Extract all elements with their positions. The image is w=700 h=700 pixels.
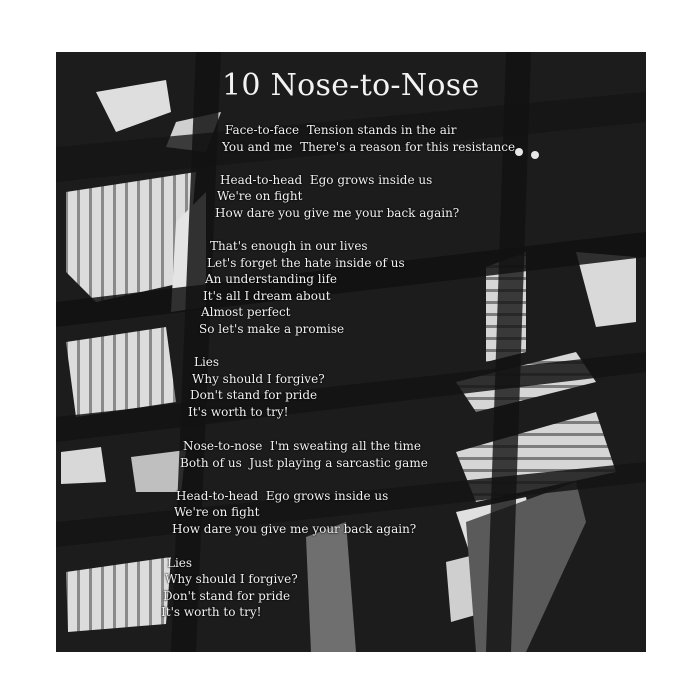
- window-light-left-middle: [66, 327, 176, 417]
- lyric-line: So let's make a promise: [199, 322, 345, 336]
- window-light-left-small: [61, 447, 106, 484]
- lyric-line: Both of us Just playing a sarcastic game: [180, 456, 428, 470]
- lyric-line: Lies: [194, 355, 220, 369]
- lyric-line: That's enough in our lives: [210, 239, 368, 253]
- lyric-line: Don't stand for pride: [163, 589, 291, 603]
- lyric-page: [56, 52, 646, 652]
- light-dot: [515, 148, 523, 156]
- light-dot: [531, 151, 539, 159]
- window-light-left-small-2: [131, 450, 186, 492]
- lyric-line: Don't stand for pride: [190, 388, 318, 402]
- lyric-line: We're on fight: [217, 189, 303, 203]
- lyric-line: Almost perfect: [201, 305, 291, 319]
- lyric-line: It's worth to try!: [188, 405, 289, 419]
- lyric-line: Let's forget the hate inside of us: [207, 256, 405, 270]
- lyric-line: Why should I forgive?: [192, 372, 325, 386]
- song-title: 10 Nose-to-Nose: [222, 68, 480, 103]
- lyric-line: Head-to-head Ego grows inside us: [220, 173, 433, 187]
- lyric-line: Face-to-face Tension stands in the air: [225, 123, 457, 137]
- lyric-line: How dare you give me your back again?: [172, 522, 417, 536]
- lyric-line: It's worth to try!: [161, 605, 262, 619]
- lyric-line: Nose-to-nose I'm sweating all the time: [183, 439, 422, 453]
- lyric-line: Lies: [167, 556, 193, 570]
- lyric-line: How dare you give me your back again?: [215, 206, 460, 220]
- lyric-line: Head-to-head Ego grows inside us: [176, 489, 389, 503]
- lyric-line: An understanding life: [205, 272, 338, 286]
- lyric-line: Why should I forgive?: [165, 572, 298, 586]
- lyric-line: It's all I dream about: [203, 289, 331, 303]
- lyric-line: We're on fight: [174, 505, 260, 519]
- lyric-line: You and me There's a reason for this resistance: [222, 140, 516, 154]
